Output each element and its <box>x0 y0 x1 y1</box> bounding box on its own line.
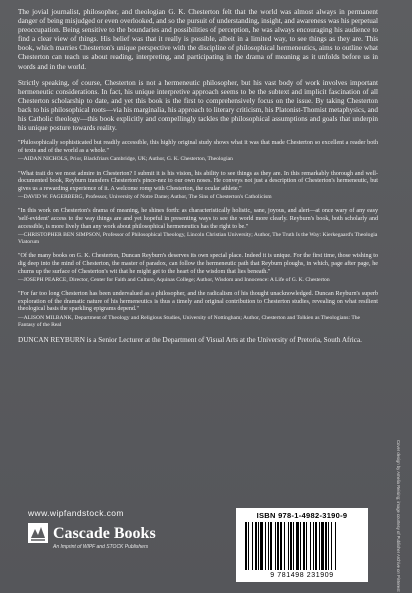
barcode-bar <box>313 522 314 570</box>
barcode-bar <box>245 522 247 570</box>
endorsement-attribution: —AIDAN NICHOLS, Prior, Blackfriars Cambridge, UK; Author, G. K. Chesterton, Theologian <box>18 156 233 163</box>
barcode-bar <box>275 522 276 570</box>
cover-text <box>18 8 378 352</box>
barcode-bar <box>328 522 329 570</box>
barcode <box>236 508 368 582</box>
cascade-logo-icon <box>28 523 48 543</box>
publisher-imprint: An Imprint of WIPF and STOCK Publishers <box>53 544 149 550</box>
endorsements <box>18 140 378 329</box>
barcode-bars <box>245 522 359 570</box>
endorsement-attribution: —CHRISTOPHER BEN SIMPSON, Professor of Philosophical Theology, Lincoln Christian University; Author, The Truth Is the Way: Kierkegaard's Theologia Viatorum <box>18 232 378 246</box>
barcode-bar <box>306 522 307 570</box>
barcode-bar <box>270 522 272 570</box>
barcode-bar <box>284 522 285 570</box>
publisher-url[interactable]: www.wipfandstock.com <box>28 508 124 518</box>
endorsement-quote: "For far too long Chesterton has been undervalued as a philosopher, and the radicalism of his thought unacknowledged. Duncan Reyburn's superb exploration of the dramatic nature of his hermeneutics is thus a timely and original contribution to Chesterton studies, revealing on what resilient theological basis the sparkling epigrams depend." <box>18 291 378 313</box>
barcode-bar <box>252 522 253 570</box>
description-paragraph: Strictly speaking, of course, Chesterton is not a hermeneutic philosopher, but his vast body of work involves important hermeneutic considerations. In fact, his unique interpretive approach seems to be the subtext and implicit fascination of all Chesterton scholarship to date, and yet this book is the first to comprehensively focus on the issue. By taking Chesterton back to his philosophical roots—via his marginalia, his approach to literary criticism, his Platonist-Thomist metaphysics, and his Catholic theology—this book explicitly and compellingly tackles the philosophical assumptions and goals that underpin his unique posture towards reality. <box>18 78 378 133</box>
barcode-bar <box>288 522 289 570</box>
barcode-bar <box>331 522 332 570</box>
endorsement-attribution: —JOSEPH PEARCE, Director, Center for Faith and Culture, Aquinas College; Author, Wisdom and Innocence: A Life of G. K. Chesterton <box>18 277 330 284</box>
barcode-bar <box>296 522 299 570</box>
barcode-bar <box>258 522 259 570</box>
barcode-bar <box>268 522 269 570</box>
barcode-bar <box>315 522 317 570</box>
barcode-bar <box>319 522 320 570</box>
barcode-bar <box>293 522 294 570</box>
cover-credit: Cover design by Amelia Reising; image courtesy of Publisher Archive on Pinterest <box>396 440 401 592</box>
barcode-bar <box>335 522 336 570</box>
publisher-name: Cascade Books <box>53 524 156 542</box>
endorsement-quote: "In this work on Chesterton's drama of meaning, he shines forth: as characteristically holistic, sane, joyous, and alert—at once wary of any easy 'self-evident' access to the way things are and yet hopeful in presenting ways to see the world more clearly. Reyburn's book, both scholarly and accessible, is more lively than any work about philosophical hermeneutics has the right to be." <box>18 208 378 230</box>
description-paragraph: The jovial journalist, philosopher, and theologian G. K. Chesterton felt that the world was almost always in permanent danger of being misjudged or even overlooked, and so the pursuit of understanding, insight, and awareness was his perpetual preoccupation. Being sensitive to the boundaries and possibilities of perception, he was always encouraging his audience to find a clear view of things. His belief was that it really is possible, albeit in a limited way, to see things as they are. This book, which marries Chesterton's unique perspective with the discipline of philosophical hermeneutics, aims to outline what Chesterton can teach us about reading, interpreting, and participating in the drama of meaning as it unfolds before us in words and in the world. <box>18 8 378 71</box>
barcode-bar <box>248 522 249 570</box>
endorsement-quote: "Of the many books on G. K. Chesterton, Duncan Reyburn's deserves its own special place. Indeed it is unique. For the first time, those wishing to dig deep into the mind of Chesterton, the master of paradox, can follow the hermeneutic path that Reyburn ploughs, in which, page after page, he churns up the surface of Chesterton's wit that he might get to the heart of the wisdom that lies beneath." <box>18 253 378 275</box>
barcode-bar <box>277 522 279 570</box>
barcode-bar <box>310 522 311 570</box>
barcode-bar <box>255 522 257 570</box>
barcode-bar <box>265 522 266 570</box>
barcode-bar <box>290 522 292 570</box>
barcode-bar <box>325 522 327 570</box>
barcode-bar <box>260 522 263 570</box>
publisher-block <box>28 508 218 550</box>
barcode-bar <box>300 522 301 570</box>
endorsement-attribution: —ALISON MILBANK, Department of Theology and Religious Studies, University of Nottingham; Author, Chesterton and Tolkien as Theologians: The Fantasy of the Real <box>18 315 361 329</box>
barcode-bar <box>280 522 282 570</box>
barcode-bar <box>321 522 324 570</box>
endorsement-quote: "Philosophically sophisticated but readily accessible, this highly original study shows what it was that made Chesterton so excellent a reader both of texts and of the world as a whole." <box>18 140 378 154</box>
isbn-label: ISBN 978-1-4982-3190-9 <box>256 511 348 520</box>
endorsement-quote: "What trait do we most admire in Chesterton? I submit it is his vision, his ability to see things as they are. In this remarkably thorough and well-documented book, Reyburn transfers Chesterton's pince-nez to our own noses. He conveys not just a description of Chesterton's hermeneutic, but gives us a rewarding experience of it. A welcome romp with Chesterton, the ocular athlete." <box>18 170 378 192</box>
endorsement-attribution: —DAVID W. FAGERBERG, Professor, University of Notre Dame; Author, The Sins of Chesterton's Catholicism <box>18 194 272 201</box>
barcode-digits: 9 781498 231909 <box>270 572 334 579</box>
author-bio: DUNCAN REYBURN is a Senior Lecturer at the Department of Visual Arts at the University of Pretoria, South Africa. <box>18 336 362 345</box>
barcode-bar <box>303 522 305 570</box>
